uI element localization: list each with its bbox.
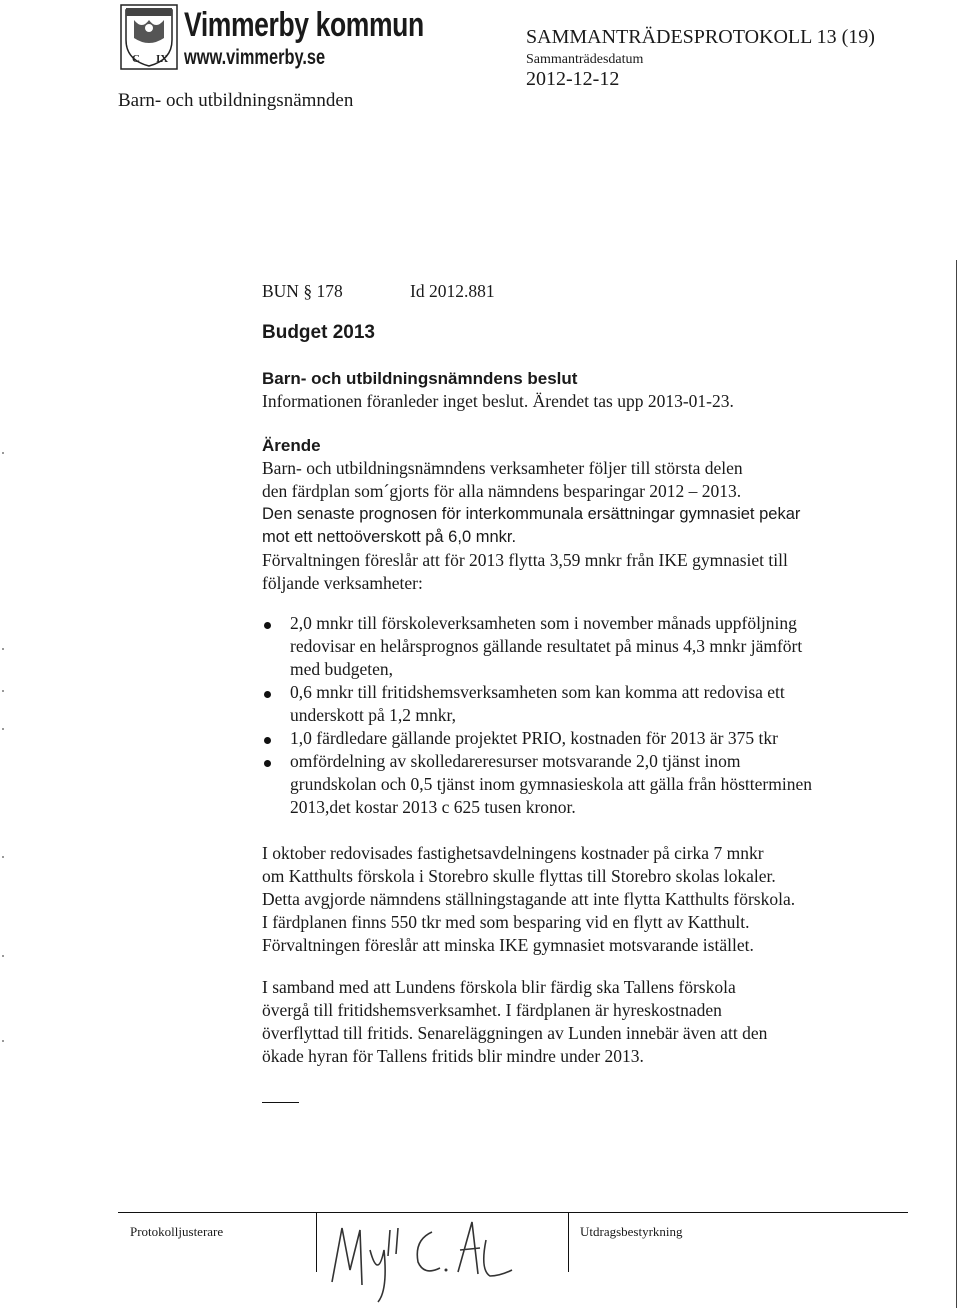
bullet-line: med budgeten, <box>290 659 394 679</box>
paragraph-line: övergå till fritidshemsverksamhet. I färdplanen är hyreskostnaden <box>262 1000 722 1020</box>
paragraph-line: I oktober redovisades fastighetsavdelningens kostnader på cirka 7 mnkr <box>262 843 764 863</box>
decision-heading: Barn- och utbildningsnämndens beslut <box>262 369 578 388</box>
scan-mark <box>2 1040 4 1042</box>
bullet-line: redovisar en helårsprognos gällande resultatet på minus 4,3 mnkr jämfört <box>290 636 803 656</box>
bullet-line: 2013,det kostar 2013 c 625 tusen kronor. <box>290 797 576 817</box>
bullet-marker <box>264 622 271 629</box>
paragraph-line: I färdplanen finns 550 tkr med som besparing vid en flytt av Katthult. <box>262 912 750 932</box>
scan-mark <box>2 690 4 692</box>
department-name: Barn- och utbildningsnämnden <box>118 90 354 111</box>
paragraph-line: ökade hyran för Tallens fritids blir mindre under 2013. <box>262 1046 644 1066</box>
paragraph-line: I samband med att Lundens förskola blir färdig ska Tallens förskola <box>262 977 736 997</box>
scan-mark <box>2 856 4 858</box>
decision-text: Informationen föranleder inget beslut. Ärendet tas upp 2013-01-23. <box>262 391 734 411</box>
bullet-line: 1,0 färdledare gällande projektet PRIO, kostnaden för 2013 är 375 tkr <box>290 728 778 748</box>
handwritten-signature <box>320 1210 520 1305</box>
municipal-crest-logo <box>120 4 178 70</box>
bullet-line: omfördelning av skolledareresurser motsvarande 2,0 tjänst inom <box>290 751 741 771</box>
bullet-marker <box>264 737 271 744</box>
case-title: Budget 2013 <box>262 322 375 343</box>
adjuster-label: Protokolljusterare <box>130 1224 224 1239</box>
paragraph-line: Förvaltningen föreslår att minska IKE gymnasiet motsvarande istället. <box>262 935 754 955</box>
scan-mark <box>2 728 4 730</box>
margin-line <box>956 260 957 1308</box>
bullet-line: grundskolan och 0,5 tjänst inom gymnasieskola att gälla från höstterminen <box>290 774 812 794</box>
svg-text:C: C <box>132 53 140 65</box>
scan-mark <box>2 452 4 454</box>
svg-text:IX: IX <box>156 53 169 65</box>
bullet-line: 2,0 mnkr till förskoleverksamheten som i november månads uppföljning <box>290 613 797 633</box>
scan-mark <box>2 955 4 957</box>
paragraph-line: Detta avgjorde nämndens ställningstagande att inte flytta Katthults förskola. <box>262 889 796 909</box>
footer-divider <box>568 1212 569 1272</box>
bullet-marker <box>264 691 271 698</box>
paragraph-line: överflyttad till fritids. Senareläggningen av Lunden innebär även att den <box>262 1023 768 1043</box>
bullet-marker <box>264 760 271 767</box>
brand-url[interactable]: www.vimmerby.se <box>184 46 326 69</box>
arende-line: Förvaltningen föreslår att för 2013 flytta 3,59 mnkr från IKE gymnasiet till <box>262 550 788 570</box>
bullet-line: 0,6 mnkr till fritidshemsverksamheten som kan komma att redovisa ett <box>290 682 785 702</box>
arende-line: Barn- och utbildningsnämndens verksamheter följer till största delen <box>262 458 743 478</box>
scan-mark <box>2 648 4 650</box>
case-section: BUN § 178 <box>262 281 343 301</box>
arende-line: den färdplan som´gjorts för alla nämndens besparingar 2012 – 2013. <box>262 481 742 501</box>
arende-heading: Ärende <box>262 436 321 455</box>
paragraph-line: om Katthults förskola i Storebro skulle flyttas till Storebro skolas lokaler. <box>262 866 776 886</box>
brand-name: Vimmerby kommun <box>184 6 424 44</box>
case-id: Id 2012.881 <box>410 281 495 301</box>
section-end-rule <box>262 1102 299 1103</box>
arende-line: mot ett nettoöverskott på 6,0 mnkr. <box>262 528 517 546</box>
excerpt-label: Utdragsbestyrkning <box>580 1224 683 1239</box>
meeting-date-label: Sammanträdesdatum <box>526 52 644 67</box>
arende-line: Den senaste prognosen för interkommunala ersättningar gymnasiet pekar <box>262 505 801 523</box>
meeting-date-value: 2012-12-12 <box>526 68 620 90</box>
document-title: SAMMANTRÄDESPROTOKOLL 13 (19) <box>526 26 875 48</box>
footer-divider <box>316 1212 317 1272</box>
bullet-line: underskott på 1,2 mnkr, <box>290 705 457 725</box>
arende-line: följande verksamheter: <box>262 573 423 593</box>
